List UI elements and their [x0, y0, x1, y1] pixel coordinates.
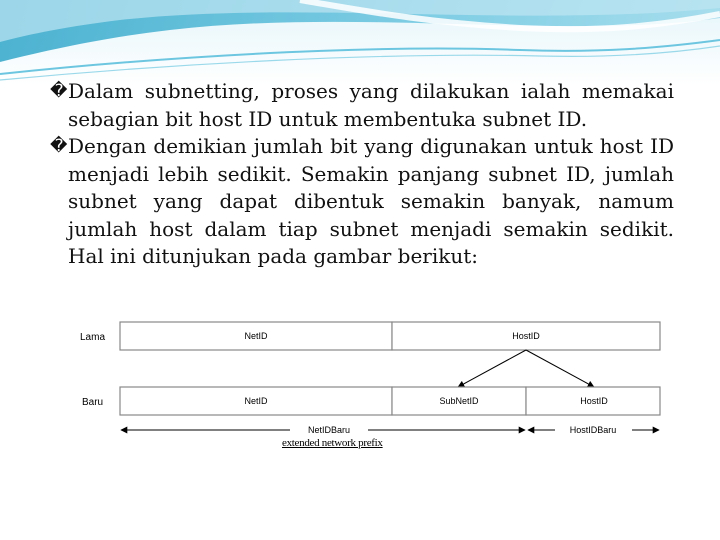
netid-baru-label: NetIDBaru — [307, 425, 351, 435]
bullet-icon: � — [50, 81, 68, 101]
old-hostid-label: HostID — [512, 331, 540, 341]
row-label-lama: Lama — [80, 332, 106, 343]
extended-network-prefix-label: extended network prefix — [282, 437, 383, 449]
row-label-baru: Baru — [82, 397, 104, 408]
paragraph-subnetting — [50, 78, 674, 133]
split-arrow-right — [526, 350, 594, 387]
slide-body — [50, 78, 674, 271]
new-hostid-label: HostID — [580, 396, 608, 406]
paragraph-host-bits — [50, 133, 674, 271]
new-subnetid-label: SubNetID — [439, 396, 479, 406]
split-arrow-left — [458, 350, 526, 387]
paragraph-text: Dengan demikian jumlah bit yang digunakan untuk host ID menjadi lebih sedikit. Semakin panjang subnet ID, jumlah subnet yang dapat dibentuk semakin banyak, namum jumlah host dalam tiap subnet menjadi semakin sedikit. Hal ini ditunjukan pada gambar berikut: — [68, 134, 674, 268]
old-netid-label: NetID — [244, 331, 268, 341]
hostid-baru-label: HostIDBaru — [569, 425, 617, 435]
paragraph-text: Dalam subnetting, proses yang dilakukan ialah memakai sebagian bit host ID untuk membentuka subnet ID. — [68, 79, 674, 131]
bullet-icon: � — [50, 136, 68, 156]
header-wave-decoration — [0, 0, 720, 85]
new-netid-label: NetID — [244, 396, 268, 406]
